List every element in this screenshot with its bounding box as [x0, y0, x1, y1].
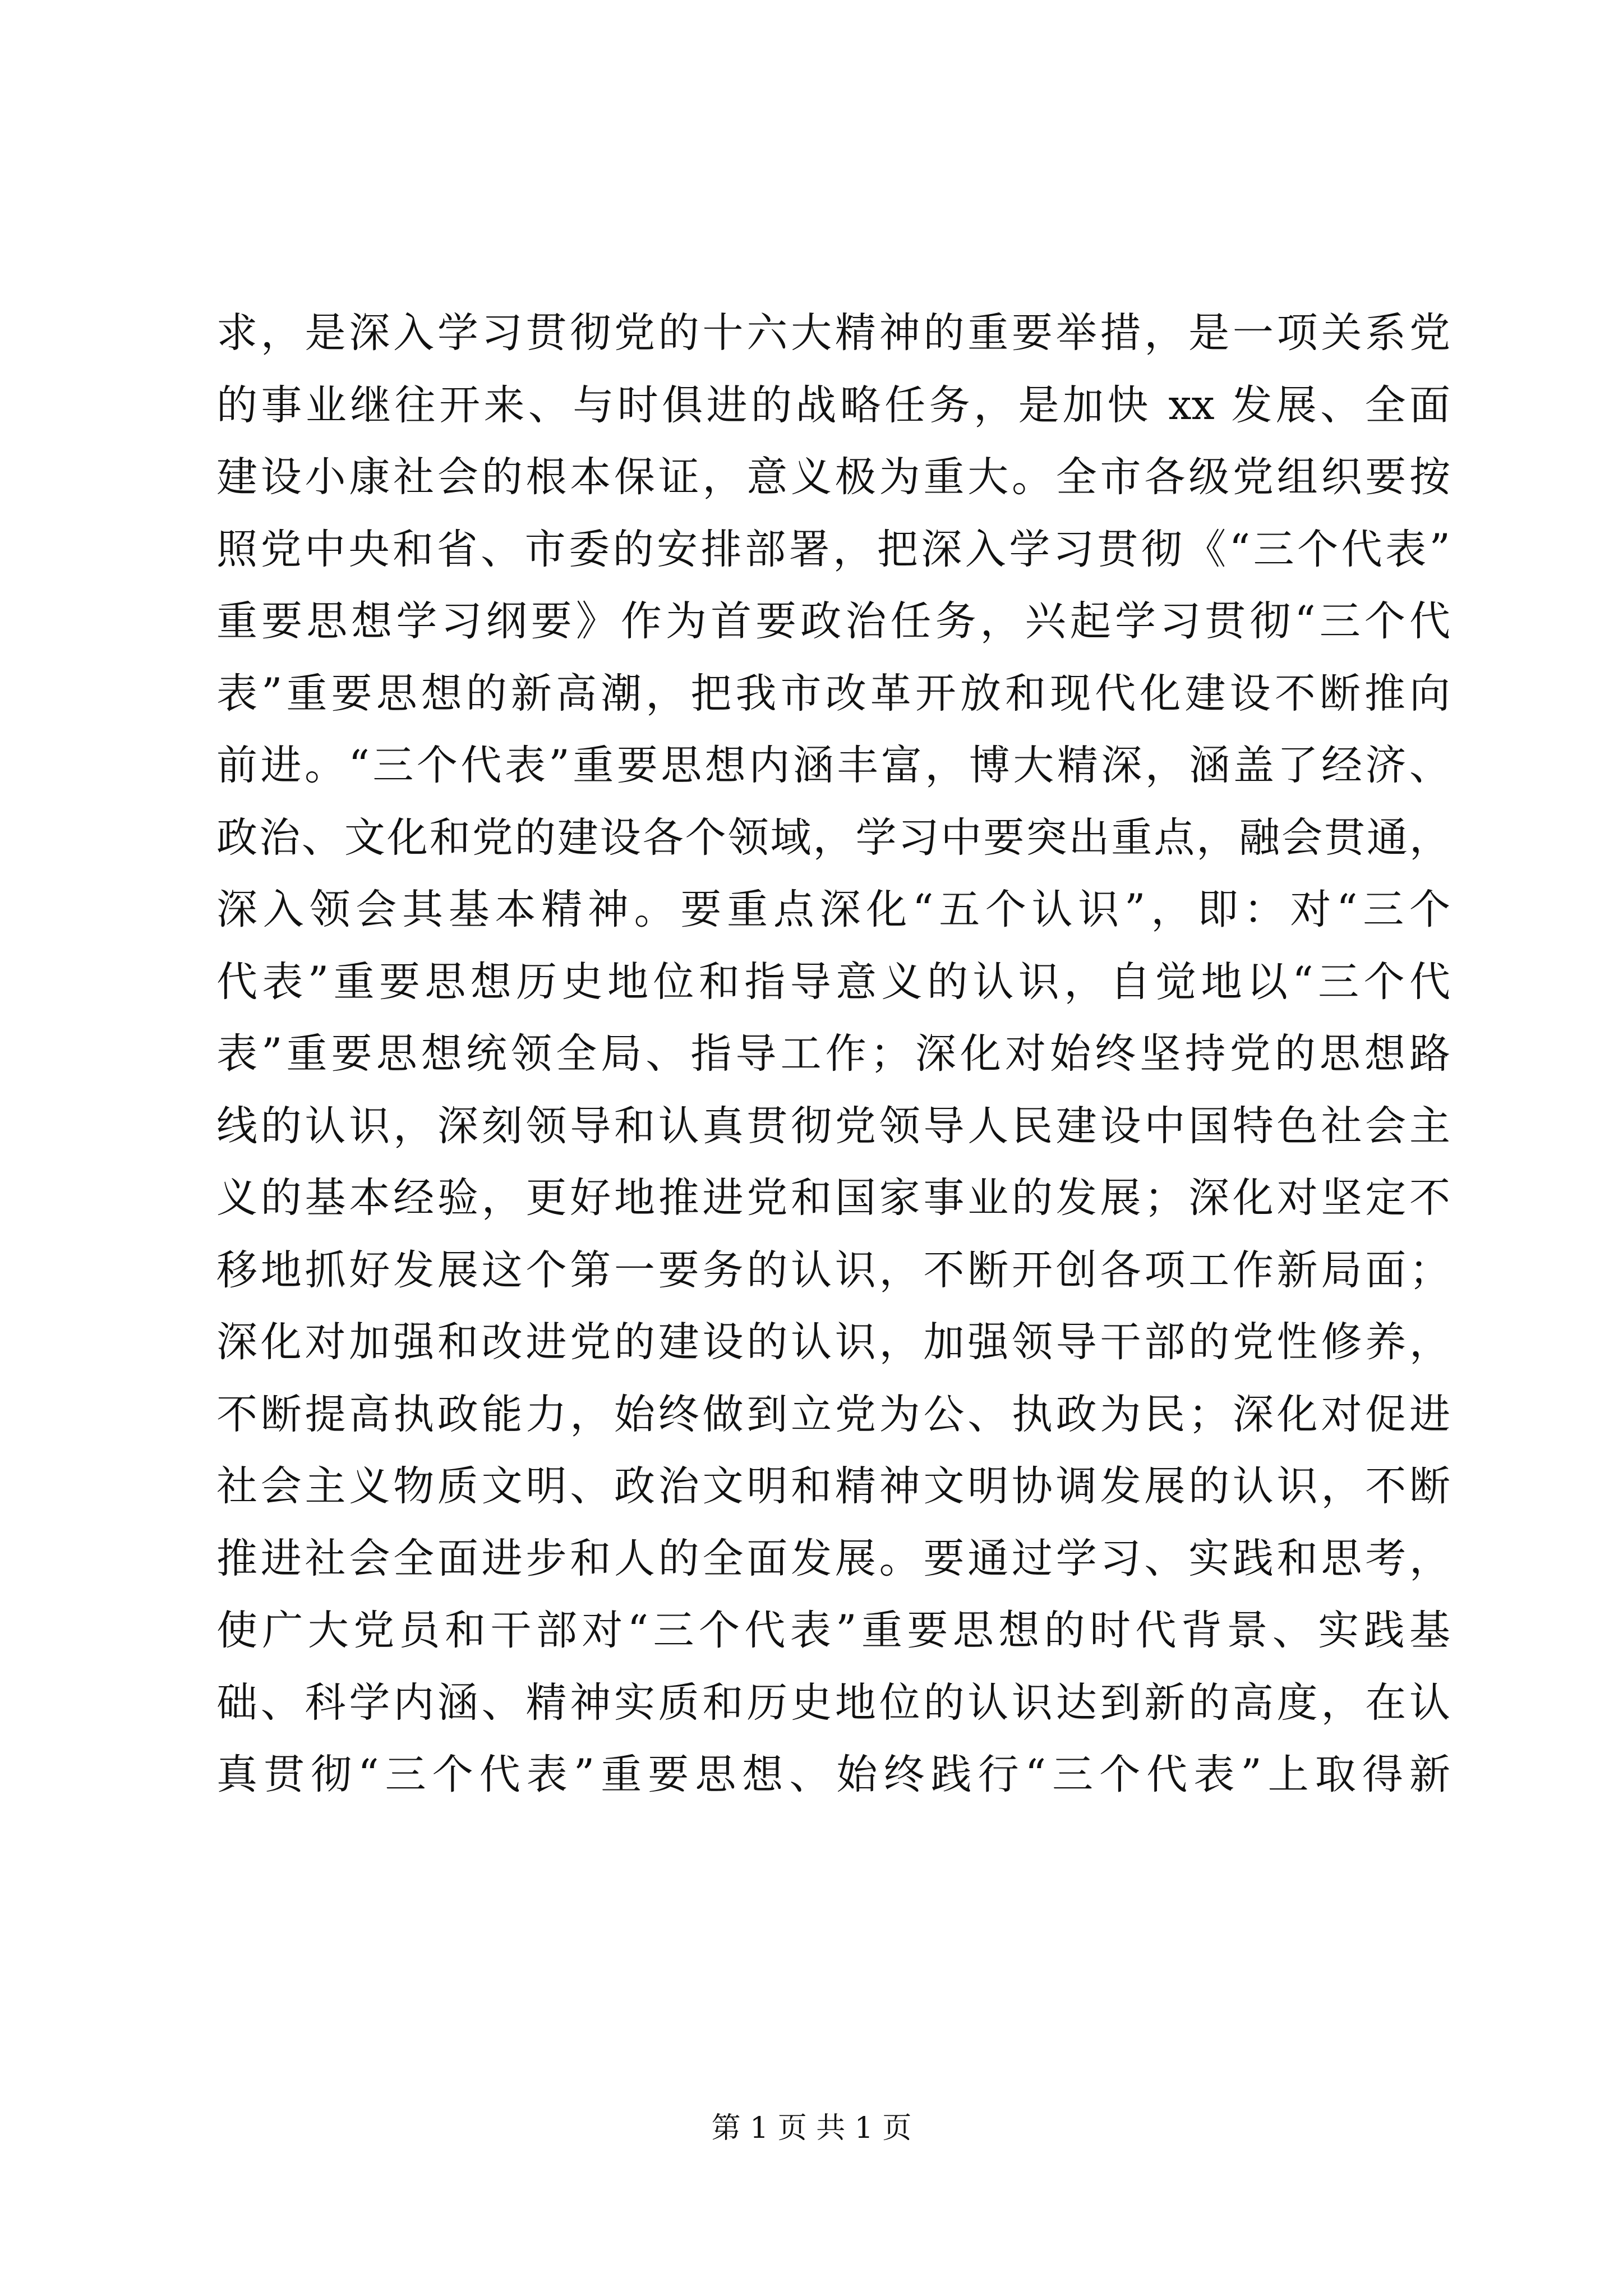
- body-paragraph: [216, 297, 1450, 1811]
- text-line: 推进社会全面进步和人的全面发展。要通过学习、实践和思考，: [216, 1534, 1450, 1582]
- text-line: 不断提高执政能力，始终做到立党为公、执政为民；深化对促进: [216, 1390, 1450, 1438]
- text-line: 照党中央和省、市委的安排部署，把深入学习贯彻《“三个代表”: [216, 525, 1450, 573]
- text-line: 深入领会其基本精神。要重点深化“五个认识”，即：对“三个: [216, 886, 1450, 933]
- text-line: 前进。“三个代表”重要思想内涵丰富，博大精深，涵盖了经济、: [216, 742, 1450, 789]
- text-line: 社会主义物质文明、政治文明和精神文明协调发展的认识，不断: [216, 1462, 1450, 1510]
- text-line: 础、科学内涵、精神实质和历史地位的认识达到新的高度，在认: [216, 1678, 1450, 1727]
- text-line: 重要思想学习纲要》作为首要政治任务，兴起学习贯彻“三个代: [216, 597, 1450, 645]
- text-line: 建设小康社会的根本保证，意义极为重大。全市各级党组织要按: [216, 453, 1450, 501]
- text-line: 政治、文化和党的建设各个领域，学习中要突出重点，融会贯通，: [216, 813, 1450, 862]
- text-line: 表”重要思想统领全局、指导工作；深化对始终坚持党的思想路: [216, 1030, 1450, 1078]
- text-line: 移地抓好发展这个第一要务的认识，不断开创各项工作新局面；: [216, 1246, 1450, 1294]
- text-line: 深化对加强和改进党的建设的认识，加强领导干部的党性修养，: [216, 1318, 1450, 1366]
- text-line: 求，是深入学习贯彻党的十六大精神的重要举措，是一项关系党: [216, 309, 1450, 357]
- text-line: 真贯彻“三个代表”重要思想、始终践行“三个代表”上取得新: [216, 1751, 1450, 1798]
- page-footer: 第 1 页 共 1 页: [711, 2111, 912, 2145]
- text-line: 表”重要思想的新高潮，把我市改革开放和现代化建设不断推向: [216, 669, 1450, 717]
- text-line: 线的认识，深刻领导和认真贯彻党领导人民建设中国特色社会主: [216, 1102, 1450, 1150]
- text-line: 的事业继往开来、与时俱进的战略任务，是加快 xx 发展、全面: [216, 381, 1450, 429]
- text-line: 使广大党员和干部对“三个代表”重要思想的时代背景、实践基: [216, 1607, 1450, 1654]
- text-line: 义的基本经验，更好地推进党和国家事业的发展；深化对坚定不: [216, 1174, 1450, 1222]
- text-line: 代表”重要思想历史地位和指导意义的认识，自觉地以“三个代: [216, 958, 1450, 1006]
